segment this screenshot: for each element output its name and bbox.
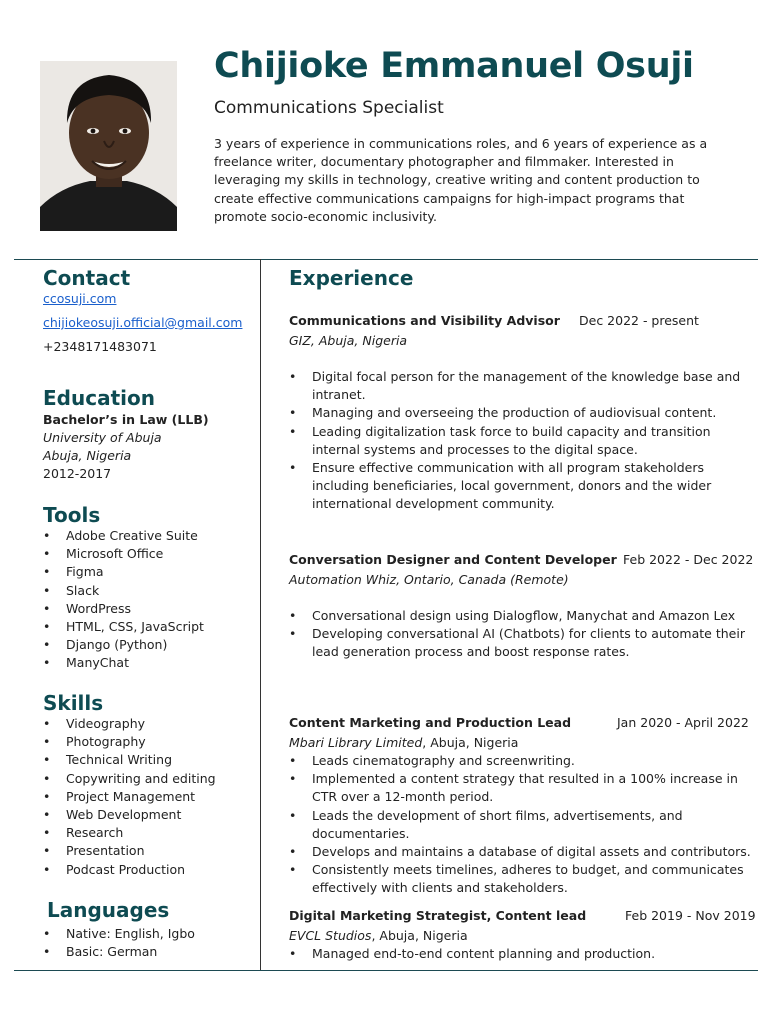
school-location: Abuja, Nigeria bbox=[43, 448, 132, 463]
footer-divider bbox=[14, 970, 758, 971]
list-item: • Leads cinematography and screenwriting. bbox=[289, 752, 751, 770]
job-organization bbox=[289, 734, 751, 752]
job-organization bbox=[289, 571, 751, 589]
education-entry bbox=[43, 411, 209, 483]
list-item: • Managed end-to-end content planning and production. bbox=[289, 945, 751, 963]
skills-list bbox=[43, 715, 216, 879]
list-item: • Figma bbox=[43, 563, 204, 581]
list-item: • Digital focal person for the management of the knowledge base and intranet. bbox=[289, 368, 751, 404]
list-item: • Leading digitalization task force to build capacity and transition internal systems and processes to the digital space. bbox=[289, 423, 751, 459]
experience-entry bbox=[289, 715, 751, 898]
job-subtitle: Communications Specialist bbox=[214, 98, 444, 118]
list-item: • Django (Python) bbox=[43, 636, 204, 654]
job-bullets bbox=[289, 607, 751, 662]
tools-heading: Tools bbox=[43, 503, 101, 527]
list-item: • HTML, CSS, JavaScript bbox=[43, 618, 204, 636]
education-years: 2012-2017 bbox=[43, 466, 112, 481]
job-dates: Jan 2020 - April 2022 bbox=[617, 715, 749, 730]
job-organization bbox=[289, 927, 751, 945]
company-name: EVCL Studios bbox=[289, 928, 372, 943]
degree: Bachelor’s in Law (LLB) bbox=[43, 412, 209, 427]
school-name: University of Abuja bbox=[43, 430, 162, 445]
list-item: • Adobe Creative Suite bbox=[43, 527, 204, 545]
list-item: • Technical Writing bbox=[43, 751, 216, 769]
profile-summary: 3 years of experience in communications roles, and 6 years of experience as a freelance writer, documentary photographer and filmmaker. Interested in leveraging my skills in technology, creative writing and content production to create effective communications campaigns for high-impact programs that promote socio-economic inclusivity. bbox=[214, 136, 708, 224]
list-item: • Basic: German bbox=[43, 943, 195, 961]
website-link[interactable]: ccosuji.com bbox=[43, 291, 117, 306]
list-item: • Slack bbox=[43, 582, 204, 600]
list-item: • Photography bbox=[43, 733, 216, 751]
list-item: • Develops and maintains a database of digital assets and contributors. bbox=[289, 843, 751, 861]
experience-heading: Experience bbox=[289, 266, 414, 290]
list-item: • WordPress bbox=[43, 600, 204, 618]
experience-entry bbox=[289, 908, 756, 963]
job-bullets bbox=[289, 945, 751, 963]
list-item: • Leads the development of short films, advertisements, and documentaries. bbox=[289, 807, 751, 843]
experience-entry bbox=[289, 313, 751, 514]
company-location: , Abuja, Nigeria bbox=[422, 735, 519, 750]
job-organization bbox=[289, 332, 751, 350]
list-item: • Web Development bbox=[43, 806, 216, 824]
job-dates: Feb 2019 - Nov 2019 bbox=[625, 908, 756, 923]
header-divider bbox=[14, 259, 758, 260]
list-item: • Native: English, Igbo bbox=[43, 925, 195, 943]
phone-number: +2348171483071 bbox=[43, 339, 157, 354]
experience-entry bbox=[289, 552, 754, 662]
list-item: • ManyChat bbox=[43, 654, 204, 672]
list-item: • Research bbox=[43, 824, 216, 842]
company-name: Mbari Library Limited bbox=[289, 735, 423, 750]
column-divider bbox=[260, 259, 261, 971]
job-bullets bbox=[289, 752, 751, 898]
list-item: • Ensure effective communication with all program stakeholders including beneficiaries, local government, donors and the wider international development community. bbox=[289, 459, 751, 514]
company-name: GIZ, Abuja, Nigeria bbox=[289, 333, 408, 348]
job-bullets bbox=[289, 368, 751, 514]
list-item: • Podcast Production bbox=[43, 861, 216, 879]
list-item: • Developing conversational AI (Chatbots) for clients to automate their lead generation process and boost response rates. bbox=[289, 625, 751, 661]
company-name: Automation Whiz, Ontario, Canada (Remote) bbox=[289, 572, 569, 587]
list-item: • Microsoft Office bbox=[43, 545, 204, 563]
languages-list bbox=[43, 925, 195, 961]
list-item: • Implemented a content strategy that resulted in a 100% increase in CTR over a 12-month period. bbox=[289, 770, 751, 806]
job-title: Content Marketing and Production Lead bbox=[289, 715, 572, 730]
skills-heading: Skills bbox=[43, 691, 104, 715]
education-heading: Education bbox=[43, 386, 155, 410]
job-title: Conversation Designer and Content Developer bbox=[289, 552, 617, 567]
list-item: • Conversational design using Dialogflow, Manychat and Amazon Lex bbox=[289, 607, 751, 625]
company-location: , Abuja, Nigeria bbox=[371, 928, 468, 943]
profile-photo bbox=[40, 61, 177, 231]
email-link[interactable]: chijiokeosuji.official@gmail.com bbox=[43, 315, 243, 330]
job-dates: Feb 2022 - Dec 2022 bbox=[623, 552, 754, 567]
list-item: • Managing and overseeing the production of audiovisual content. bbox=[289, 404, 751, 422]
job-dates: Dec 2022 - present bbox=[579, 313, 699, 328]
languages-heading: Languages bbox=[47, 898, 170, 922]
contact-heading: Contact bbox=[43, 266, 131, 290]
list-item: • Videography bbox=[43, 715, 216, 733]
list-item: • Project Management bbox=[43, 788, 216, 806]
portrait-image bbox=[40, 61, 177, 231]
job-title: Communications and Visibility Advisor bbox=[289, 313, 560, 328]
tools-list bbox=[43, 527, 204, 673]
list-item: • Presentation bbox=[43, 842, 216, 860]
list-item: • Consistently meets timelines, adheres to budget, and communicates effectively with clients and stakeholders. bbox=[289, 861, 751, 897]
list-item: • Copywriting and editing bbox=[43, 770, 216, 788]
candidate-name: Chijioke Emmanuel Osuji bbox=[214, 46, 694, 86]
job-title: Digital Marketing Strategist, Content lead bbox=[289, 908, 587, 923]
